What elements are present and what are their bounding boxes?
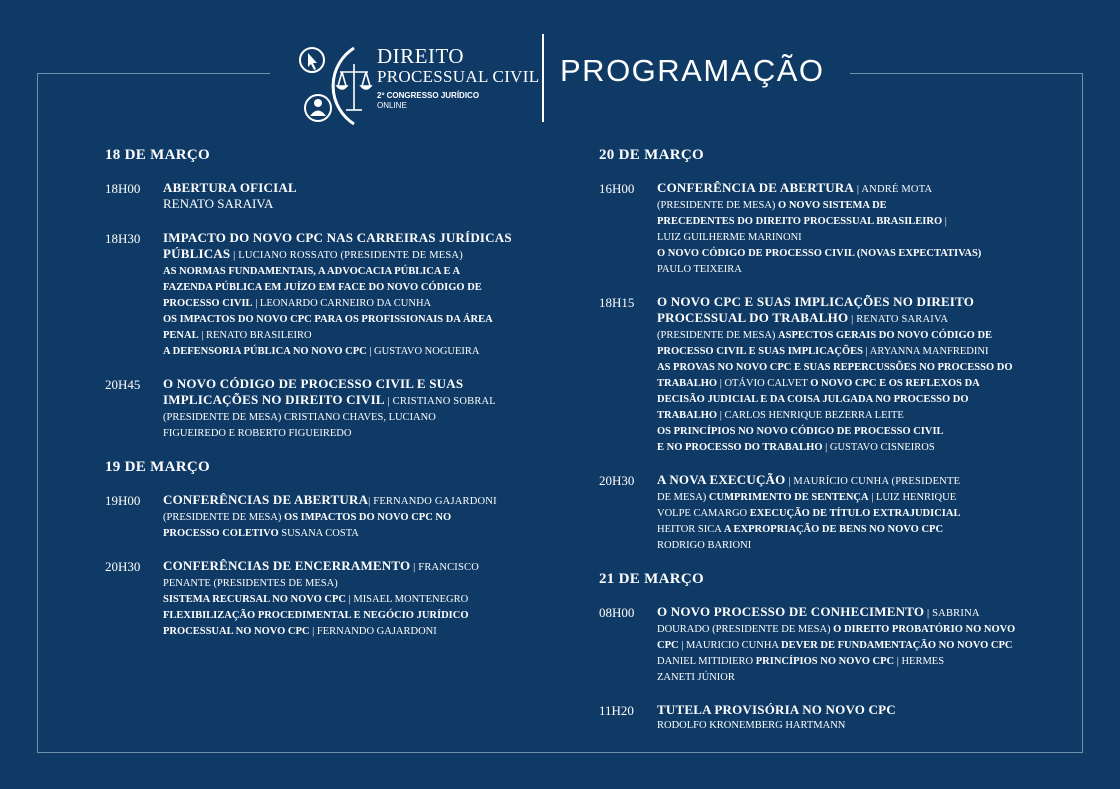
session-detail-line: [657, 538, 1039, 554]
session-title-tail: | SABRINA: [924, 608, 980, 619]
session-title-tail: | FRANCISCO: [410, 562, 480, 573]
session-time: 16H00: [599, 181, 635, 196]
talk-title: PROCESSO COLETIVO: [163, 528, 279, 539]
session-item: [105, 180, 565, 214]
session-title: CONFERÊNCIA DE ABERTURA: [657, 180, 855, 195]
speaker-text: | CARLOS HENRIQUE BEZERRA LEITE: [717, 410, 904, 421]
session-detail-line: [163, 264, 565, 280]
talk-title: TRABALHO: [657, 378, 718, 389]
session-content: [163, 180, 565, 214]
logo-congress: 2º CONGRESSO JURÍDICO: [377, 91, 480, 100]
talk-title: O NOVO CPC E OS REFLEXOS DA: [810, 378, 980, 389]
session-title: ABERTURA OFICIAL: [163, 180, 297, 195]
session-item: [599, 180, 1039, 278]
session-detail-line: [657, 344, 1039, 360]
session-item: [105, 376, 565, 442]
session-title-line: [163, 376, 565, 392]
session-time: 20H30: [599, 473, 635, 488]
user-icon: [310, 99, 326, 116]
session-time: 11H20: [599, 703, 634, 718]
session-detail-line: [657, 490, 1039, 506]
session-detail-line: [657, 424, 1039, 440]
logo-online: ONLINE: [377, 101, 407, 110]
session-title-tail: | ANDRÉ MOTA: [854, 184, 933, 195]
talk-title: EXECUÇÃO DE TÍTULO EXTRAJUDICIAL: [749, 508, 961, 519]
speaker-text: LUIZ GUILHERME MARINONI: [657, 232, 802, 243]
session-detail-line: [163, 608, 565, 624]
session-detail-line: [657, 654, 1039, 670]
speaker-text: (PRESIDENTE DE MESA): [163, 512, 285, 523]
session-item: [105, 558, 565, 640]
speaker-text: RODRIGO BARIONI: [657, 540, 752, 551]
session-title-tail: | RENATO SARAIVA: [848, 314, 949, 325]
talk-title: CUMPRIMENTO DE SENTENÇA: [708, 492, 869, 503]
session-title: PROCESSUAL DO TRABALHO: [657, 310, 849, 325]
session-detail-line: [163, 344, 565, 360]
logo-title: DIREITO: [377, 44, 465, 68]
talk-title: CPC: [657, 640, 679, 651]
session-content: [163, 558, 565, 640]
day-heading: 21 DE MARÇO: [599, 571, 704, 587]
session-detail-line: [163, 280, 565, 296]
session-title-line: [163, 392, 565, 410]
day-heading: 20 DE MARÇO: [599, 147, 704, 163]
talk-title: FLEXIBILIZAÇÃO PROCEDIMENTAL E NEGÓCIO JURÍDICO: [163, 610, 469, 621]
talk-title: DEVER DE FUNDAMENTAÇÃO NO NOVO CPC: [781, 640, 1013, 651]
speaker-text: | MISAEL MONTENEGRO: [346, 594, 469, 605]
session-detail-line: [163, 526, 565, 542]
talk-title: O NOVO SISTEMA DE: [778, 200, 887, 211]
session-item: [105, 230, 565, 360]
scales-icon: [337, 64, 371, 110]
session-title-line: [657, 180, 1039, 198]
session-title-line: [657, 310, 1039, 328]
talk-title: PROCESSUAL NO NOVO CPC: [163, 626, 310, 637]
talk-title: DECISÃO JUDICIAL E DA COISA JULGADA NO PROCESSO DO: [657, 394, 969, 405]
session-detail-line: [657, 392, 1039, 408]
session-detail-line: [163, 624, 565, 640]
session-detail-line: [163, 312, 565, 328]
talk-title: PRINCÍPIOS NO NOVO CPC: [755, 656, 895, 667]
session-title-line: [163, 180, 565, 196]
session-title-line: [657, 294, 1039, 310]
talk-title: AS NORMAS FUNDAMENTAIS, A ADVOCACIA PÚBLICA E A: [163, 266, 461, 277]
session-detail-line: [163, 576, 565, 592]
session-title: CONFERÊNCIAS DE ABERTURA: [163, 492, 369, 507]
session-detail-line: [657, 328, 1039, 344]
session-time: 18H15: [599, 295, 635, 310]
session-detail-line: [163, 510, 565, 526]
session-content: [657, 604, 1039, 686]
session-detail-line: [657, 360, 1039, 376]
session-title: A NOVA EXECUÇÃO: [657, 472, 786, 487]
session-title: O NOVO CPC E SUAS IMPLICAÇÕES NO DIREITO: [657, 294, 975, 309]
session-detail-line: [657, 670, 1039, 686]
talk-title: FAZENDA PÚBLICA EM JUÍZO EM FACE DO NOVO CÓDIGO DE: [163, 282, 482, 293]
session-detail-line: [657, 246, 1039, 262]
talk-title: OS IMPACTOS DO NOVO CPC NO: [284, 512, 452, 523]
speaker-text: FIGUEIREDO E ROBERTO FIGUEIREDO: [163, 428, 352, 439]
session-title-line: [657, 472, 1039, 490]
cursor-icon: [308, 53, 317, 70]
session-detail-line: [163, 426, 565, 442]
session-content: [163, 376, 565, 442]
speaker-text: PENANTE (PRESIDENTES DE MESA): [163, 578, 338, 589]
session-time: 08H00: [599, 605, 635, 620]
speaker-text: (PRESIDENTE DE MESA): [657, 200, 779, 211]
session-title-tail: | MAURÍCIO CUNHA (PRESIDENTE: [785, 476, 961, 487]
session-detail-line: [657, 198, 1039, 214]
session-detail-line: [657, 522, 1039, 538]
talk-title: PRECEDENTES DO DIREITO PROCESSUAL BRASILEIRO: [657, 216, 943, 227]
session-content: [163, 492, 565, 542]
session-item: [105, 492, 565, 542]
talk-title: O NOVO CÓDIGO DE PROCESSO CIVIL (NOVAS EXPECTATIVAS): [657, 248, 982, 259]
speaker-text: | ARYANNA MANFREDINI: [862, 346, 989, 357]
speaker-text: | GUSTAVO NOGUEIRA: [366, 346, 480, 357]
session-content: [657, 180, 1039, 278]
speaker-text: PAULO TEIXEIRA: [657, 264, 742, 275]
page-title: PROGRAMAÇÃO: [560, 53, 825, 88]
speaker-text: SUSANA COSTA: [278, 528, 359, 539]
talk-title: E NO PROCESSO DO TRABALHO: [657, 442, 823, 453]
speaker-text: (PRESIDENTE DE MESA) CRISTIANO CHAVES, LUCIANO: [163, 412, 436, 423]
session-detail-line: [657, 214, 1039, 230]
session-detail-line: [163, 196, 565, 214]
header-divider: [542, 34, 544, 122]
session-detail-line: [657, 718, 1039, 734]
session-content: [657, 702, 1039, 734]
talk-title: SISTEMA RECURSAL NO NOVO CPC: [163, 594, 346, 605]
talk-title: A EXPROPRIAÇÃO DE BENS NO NOVO CPC: [723, 524, 944, 535]
talk-title: PROCESSO CIVIL E SUAS IMPLICAÇÕES: [657, 346, 863, 357]
session-time: 19H00: [105, 493, 141, 508]
session-detail-line: [163, 410, 565, 426]
talk-title: OS IMPACTOS DO NOVO CPC PARA OS PROFISSIONAIS DA ÁREA: [163, 314, 493, 325]
session-detail-line: [657, 376, 1039, 392]
speaker-text: RODOLFO KRONEMBERG HARTMANN: [657, 720, 846, 731]
talk-title: TRABALHO: [657, 410, 718, 421]
speaker-text: DOURADO (PRESIDENTE DE MESA): [657, 624, 834, 635]
speaker-text: HEITOR SICA: [657, 524, 724, 535]
speaker-text: | LEONARDO CARNEIRO DA CUNHA: [252, 298, 432, 309]
talk-title: OS PRINCÍPIOS NO NOVO CÓDIGO DE PROCESSO CIVIL: [657, 426, 944, 437]
speaker-text: |: [942, 216, 947, 227]
speaker-text: ZANETI JÚNIOR: [657, 672, 735, 683]
session-title: O NOVO PROCESSO DE CONHECIMENTO: [657, 604, 925, 619]
speaker-text: | LUIZ HENRIQUE: [868, 492, 957, 503]
session-time: 20H45: [105, 377, 141, 392]
session-time: 18H30: [105, 231, 141, 246]
session-item: [599, 472, 1039, 554]
session-detail-line: [657, 638, 1039, 654]
session-content: [163, 230, 565, 360]
session-title: IMPLICAÇÕES NO DIREITO CIVIL: [163, 392, 385, 407]
session-title-tail: | LUCIANO ROSSATO (PRESIDENTE DE MESA): [230, 250, 463, 261]
speaker-text: | HERMES: [894, 656, 945, 667]
talk-title: ASPECTOS GERAIS DO NOVO CÓDIGO DE: [778, 330, 993, 341]
session-title: O NOVO CÓDIGO DE PROCESSO CIVIL E SUAS: [163, 376, 464, 391]
speaker-text: | FERNANDO GAJARDONI: [309, 626, 437, 637]
speaker-text: | GUSTAVO CISNEIROS: [822, 442, 935, 453]
session-time: 18H00: [105, 181, 141, 196]
talk-title: PROCESSO CIVIL: [163, 298, 253, 309]
talk-title: O DIREITO PROBATÓRIO NO NOVO: [833, 624, 1016, 635]
session-title: TUTELA PROVISÓRIA NO NOVO CPC: [657, 702, 896, 717]
session-detail-line: [657, 408, 1039, 424]
session-title: PÚBLICAS: [163, 246, 231, 261]
day-heading: 18 DE MARÇO: [105, 147, 210, 163]
session-title-line: [657, 604, 1039, 622]
session-item: [599, 604, 1039, 686]
day-heading: 19 DE MARÇO: [105, 459, 210, 475]
session-detail-line: [163, 328, 565, 344]
schedule-left-column: [105, 146, 565, 656]
session-title-line: [163, 558, 565, 576]
logo-subtitle: PROCESSUAL CIVIL: [377, 67, 540, 86]
session-detail-line: [657, 440, 1039, 456]
session-title-tail: | CRISTIANO SOBRAL: [384, 396, 496, 407]
session-item: [599, 294, 1039, 456]
session-item: [599, 702, 1039, 734]
speaker-text: VOLPE CAMARGO: [657, 508, 750, 519]
speaker-text: (PRESIDENTE DE MESA): [657, 330, 779, 341]
speaker-text: | MAURICIO CUNHA: [678, 640, 782, 651]
session-title: CONFERÊNCIAS DE ENCERRAMENTO: [163, 558, 411, 573]
session-detail-line: [657, 506, 1039, 522]
session-detail-line: [657, 622, 1039, 638]
session-title-line: [163, 230, 565, 246]
speaker-text: DANIEL MITIDIERO: [657, 656, 756, 667]
session-title-tail: | FERNANDO GAJARDONI: [368, 496, 497, 507]
session-title-line: [163, 246, 565, 264]
session-title: IMPACTO DO NOVO CPC NAS CARREIRAS JURÍDICAS: [163, 230, 512, 245]
talk-title: AS PROVAS NO NOVO CPC E SUAS REPERCUSSÕES NO PROCESSO DO: [657, 362, 1013, 373]
session-time: 20H30: [105, 559, 141, 574]
session-content: [657, 294, 1039, 456]
speaker-text: DE MESA): [657, 492, 709, 503]
talk-title: PENAL: [163, 330, 199, 341]
session-title-line: [657, 702, 1039, 718]
session-detail-line: [163, 296, 565, 312]
session-detail-line: [657, 262, 1039, 278]
speaker-text: RENATO SARAIVA: [163, 196, 274, 211]
speaker-text: | RENATO BRASILEIRO: [198, 330, 312, 341]
session-detail-line: [163, 592, 565, 608]
talk-title: A DEFENSORIA PÚBLICA NO NOVO CPC: [163, 346, 367, 357]
session-content: [657, 472, 1039, 554]
session-detail-line: [657, 230, 1039, 246]
speaker-text: | OTÁVIO CALVET: [717, 378, 811, 389]
schedule-right-column: [599, 146, 1039, 750]
session-title-line: [163, 492, 565, 510]
